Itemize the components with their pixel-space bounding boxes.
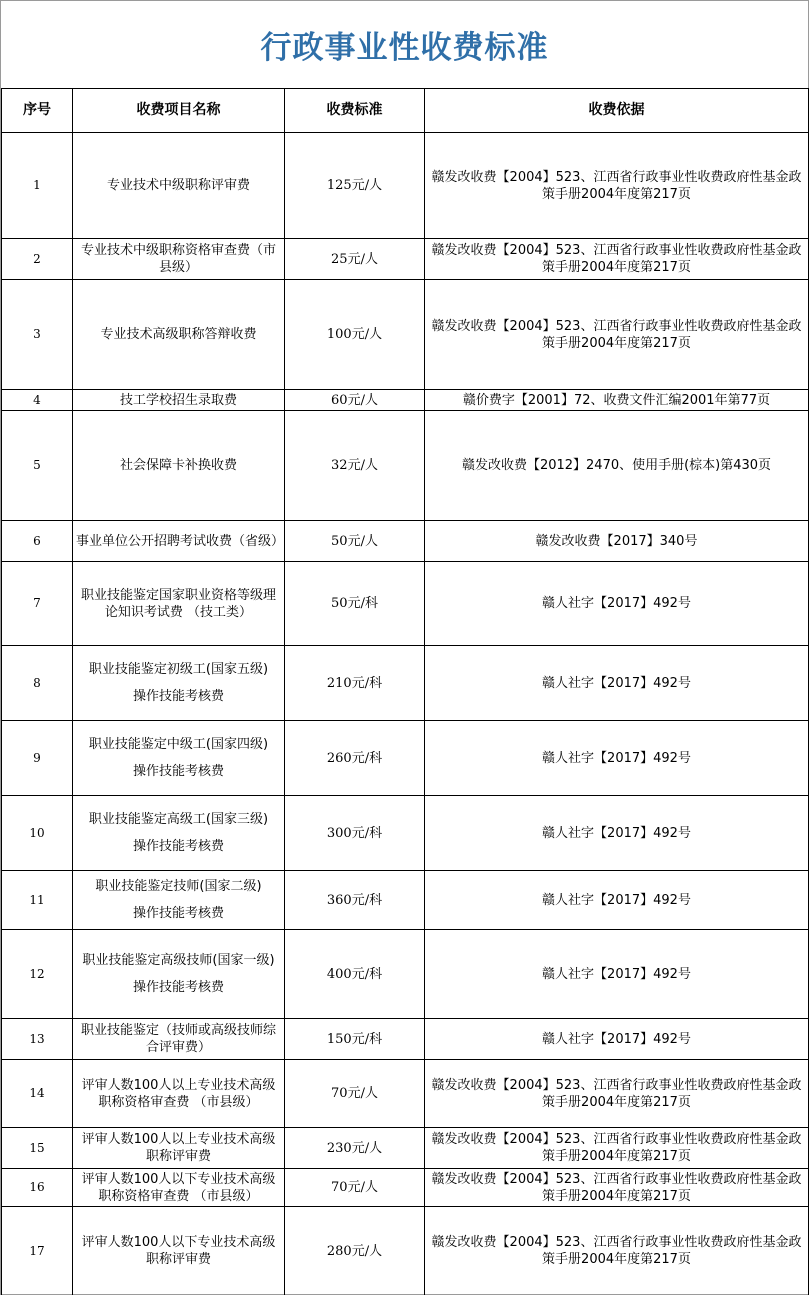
table-row [2,390,809,411]
cell-item-name [73,521,285,562]
cell-fee: 100元/人 [285,280,425,390]
item-name-text: 专业技术中级职称资格审查费（市县级） [80,243,276,275]
cell-fee: 50元/科 [285,562,425,646]
cell-item-name [73,646,285,721]
cell-item-name [73,1060,285,1128]
item-subname-text: 操作技能考核费 [132,839,224,854]
cell-seq: 13 [2,1019,73,1060]
item-name-text: 职业技能鉴定技师(国家二级) [95,879,262,894]
cell-basis: 赣人社字【2017】492号 [425,796,809,871]
cell-fee: 50元/人 [285,521,425,562]
cell-item-name [73,1128,285,1169]
item-subname-text: 操作技能考核费 [132,764,224,779]
title-bar [0,0,809,88]
cell-basis: 赣发改收费【2017】340号 [425,521,809,562]
cell-basis: 赣发改收费【2004】523、江西省行政事业性收费政府性基金政策手册2004年度第217页 [425,1128,809,1169]
cell-basis: 赣人社字【2017】492号 [425,930,809,1019]
item-name-text: 职业技能鉴定高级技师(国家一级) [82,953,275,968]
cell-seq: 12 [2,930,73,1019]
cell-fee: 150元/科 [285,1019,425,1060]
table-body [2,133,809,1295]
cell-item-name [73,871,285,930]
cell-seq: 7 [2,562,73,646]
cell-item-name [73,411,285,521]
cell-item-name [73,1169,285,1207]
cell-basis: 赣人社字【2017】492号 [425,721,809,796]
cell-fee: 25元/人 [285,239,425,280]
cell-basis: 赣发改收费【2004】523、江西省行政事业性收费政府性基金政策手册2004年度第217页 [425,1169,809,1207]
cell-fee: 400元/科 [285,930,425,1019]
cell-seq: 11 [2,871,73,930]
cell-basis: 赣发改收费【2012】2470、使用手册(棕本)第430页 [425,411,809,521]
item-subname-text: 操作技能考核费 [132,689,224,704]
cell-seq: 3 [2,280,73,390]
cell-fee: 210元/科 [285,646,425,721]
cell-fee: 280元/人 [285,1207,425,1295]
item-name-text: 评审人数100人以下专业技术高级职称评审费 [81,1235,276,1267]
item-name-text: 技工学校招生录取费 [119,392,237,408]
table-row [2,562,809,646]
item-name-text: 事业单位公开招聘考试收费（省级） [76,533,285,549]
table-row [2,1207,809,1295]
table-row [2,796,809,871]
table-row [2,521,809,562]
cell-item-name [73,280,285,390]
cell-fee: 260元/科 [285,721,425,796]
table-row [2,1019,809,1060]
item-name-text: 职业技能鉴定（技师或高级技师综合评审费） [80,1023,276,1055]
cell-seq: 10 [2,796,73,871]
cell-basis: 赣人社字【2017】492号 [425,646,809,721]
item-name-text: 评审人数100人以上专业技术高级职称资格审查费 （市县级） [81,1077,276,1110]
cell-item-name [73,239,285,280]
cell-seq: 2 [2,239,73,280]
table-row [2,133,809,239]
cell-basis: 赣发改收费【2004】523、江西省行政事业性收费政府性基金政策手册2004年度第217页 [425,280,809,390]
cell-item-name [73,1019,285,1060]
cell-seq: 14 [2,1060,73,1128]
cell-seq: 16 [2,1169,73,1207]
item-subname-text: 操作技能考核费 [132,906,224,921]
cell-seq: 15 [2,1128,73,1169]
cell-basis: 赣人社字【2017】492号 [425,1019,809,1060]
table-row [2,239,809,280]
cell-item-name [73,1207,285,1295]
cell-basis: 赣人社字【2017】492号 [425,562,809,646]
header-seq: 序号 [2,89,73,133]
fee-table [1,88,809,1295]
cell-item-name [73,133,285,239]
cell-basis: 赣发改收费【2004】523、江西省行政事业性收费政府性基金政策手册2004年度第217页 [425,133,809,239]
table-row [2,1169,809,1207]
item-name-text: 专业技术高级职称答辩收费 [100,327,257,342]
header-name: 收费项目名称 [73,89,285,133]
cell-fee: 32元/人 [285,411,425,521]
table-row [2,280,809,390]
header-basis: 收费依据 [425,89,809,133]
cell-item-name [73,390,285,411]
table-row [2,930,809,1019]
cell-seq: 4 [2,390,73,411]
table-row [2,646,809,721]
cell-item-name [73,721,285,796]
item-name-text: 职业技能鉴定初级工(国家五级) [88,662,269,677]
cell-seq: 1 [2,133,73,239]
cell-basis: 赣发改收费【2004】523、江西省行政事业性收费政府性基金政策手册2004年度第217页 [425,1207,809,1295]
cell-item-name [73,796,285,871]
cell-basis: 赣发改收费【2004】523、江西省行政事业性收费政府性基金政策手册2004年度第217页 [425,1060,809,1128]
cell-fee: 60元/人 [285,390,425,411]
cell-seq: 8 [2,646,73,721]
cell-basis: 赣价费字【2001】72、收费文件汇编2001年第77页 [425,390,809,411]
cell-basis: 赣人社字【2017】492号 [425,871,809,930]
page-title: 行政事业性收费标准 [260,29,549,66]
item-name-text: 职业技能鉴定高级工(国家三级) [88,812,269,827]
table-row [2,1128,809,1169]
cell-fee: 360元/科 [285,871,425,930]
table-row [2,721,809,796]
cell-seq: 17 [2,1207,73,1295]
cell-basis: 赣发改收费【2004】523、江西省行政事业性收费政府性基金政策手册2004年度第217页 [425,239,809,280]
cell-fee: 300元/科 [285,796,425,871]
cell-item-name [73,930,285,1019]
item-name-text: 职业技能鉴定国家职业资格等级理论知识考试费 （技工类） [80,587,276,620]
cell-fee: 70元/人 [285,1169,425,1207]
table-row [2,411,809,521]
item-name-text: 社会保障卡补换收费 [119,458,237,473]
table-header-row [2,89,809,133]
cell-fee: 125元/人 [285,133,425,239]
cell-fee: 230元/人 [285,1128,425,1169]
item-name-text: 评审人数100人以下专业技术高级职称资格审查费 （市县级） [81,1171,276,1204]
item-subname-text: 操作技能考核费 [132,980,224,995]
table-row [2,1060,809,1128]
cell-fee: 70元/人 [285,1060,425,1128]
header-fee: 收费标准 [285,89,425,133]
item-name-text: 职业技能鉴定中级工(国家四级) [88,737,269,752]
item-name-text: 评审人数100人以上专业技术高级职称评审费 [81,1132,276,1164]
cell-item-name [73,562,285,646]
cell-seq: 5 [2,411,73,521]
cell-seq: 6 [2,521,73,562]
cell-seq: 9 [2,721,73,796]
item-name-text: 专业技术中级职称评审费 [106,178,250,193]
table-row [2,871,809,930]
